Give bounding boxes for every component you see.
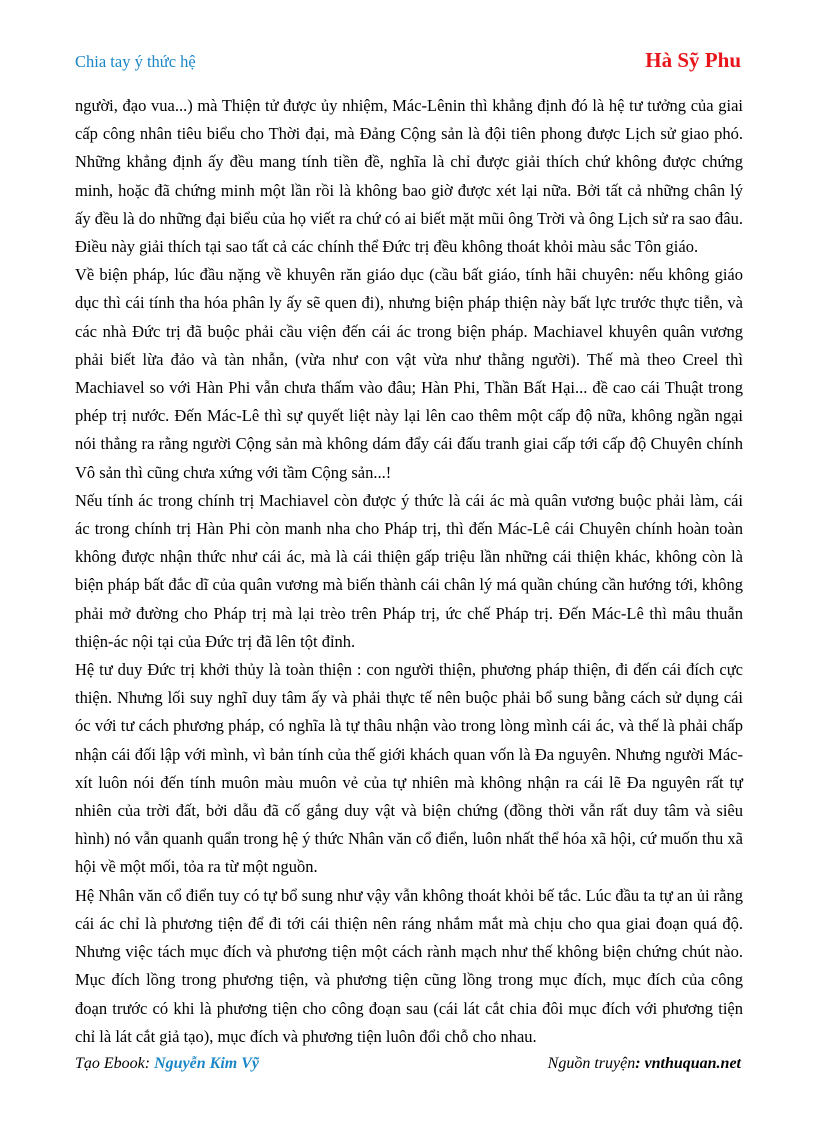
book-title: Chia tay ý thức hệ [75, 52, 196, 71]
body-paragraph: Hệ Nhân văn cổ điển tuy có tự bổ sung như vậy vẫn không thoát khỏi bế tắc. Lúc đầu ta tự an ủi rằng cái ác chỉ là phương tiện để đi tới cái thiện nên ráng nhắm mắt mà chịu cho qua giai đoạn quá độ. Nhưng việc tách mục đích và phương tiện một cách rành mạch như thế không biện chứng chút nào. Mục đích lồng trong phương tiện, và phương tiện cũng lồng trong mục đích, mục đích của công đoạn trước có khi là phương tiện cho công đoạn sau (cái lát cắt chia đôi mục đích với phương tiện chỉ là lát cắt giả tạo), mục đích và phương tiện luôn đổi chỗ cho nhau. [75, 885, 743, 1046]
ebook-label: Tạo Ebook [75, 1055, 145, 1072]
author-name: Hà Sỹ Phu [645, 48, 741, 72]
body-paragraph: Về biện pháp, lúc đầu nặng về khuyên răn giáo dục (cầu bất giáo, tính hãi chuyên: nếu không giáo dục thì cái tính tha hóa phân ly ấy sẽ quen đi), nhưng biện pháp thiện này bất lực trước thực tiễn, và các nhà Đức trị đã buộc phải cầu viện đến cái ác trong biện pháp. Machiavel khuyên quân vương phải biết lừa đảo và tàn nhẫn, (vừa như con vật vừa như thằng người). Thế mà theo Creel thì Machiavel so với Hàn Phi vẫn chưa thấm vào đâu; Hàn Phi, Thần Bất Hại... đề cao cái Thuật trong phép trị nước. Đến Mác-Lê thì sự quyết liệt này lại lên cao thêm một cấp độ nữa, không ngần ngại nói thẳng ra rằng người Cộng sản mà không dám đẩy cái đấu tranh giai cấp tới cấp độ Chuyên chính Vô sản thì cũng chưa xứng với tầm Cộng sản...! [75, 265, 743, 482]
source-separator: : [635, 1055, 645, 1072]
source-credit [548, 1055, 741, 1073]
ebook-separator: : [144, 1055, 155, 1072]
source-site: vnthuquan.net [644, 1055, 741, 1072]
ebook-credit [75, 1055, 259, 1073]
body-paragraph: Hệ tư duy Đức trị khởi thủy là toàn thiện : con người thiện, phương pháp thiện, đi đến cái đích cực thiện. Nhưng lối suy nghĩ duy tâm ấy và phải thực tế nên buộc phải bổ sung bằng cách sử dụng cái óc với tư cách phương pháp, có nghĩa là tự thâu nhận vào trong lòng mình cái ác, và thế là phải chấp nhận cái đối lập với mình, vì bản tính của thế giới khách quan vốn là Đa nguyên. Nhưng người Mác-xít luôn nói đến tính muôn màu muôn vẻ của tự nhiên mà không nhận ra cái lẽ Đa nguyên rất tự nhiên của trời đất, bởi dẫu đã cố gắng duy vật và biện chứng (đồng thời vẫn rất duy tâm và siêu hình) nó vẫn quanh quẩn trong hệ ý thức Nhân văn cổ điển, luôn nhất thể hóa xã hội, cứ muốn thu xã hội về một mối, tỏa ra từ một nguồn. [75, 660, 743, 877]
body-paragraph: người, đạo vua...) mà Thiện tử được ủy nhiệm, Mác-Lênin thì khẳng định đó là hệ tư tưởng của giai cấp công nhân tiêu biểu cho Thời đại, mà Đảng Cộng sản là đội tiên phong được Lịch sử giao phó. Những khẳng định ấy đều mang tính tiền đề, nghĩa là chỉ được giải thích chứ không được chứng minh, hoặc đã chứng minh một lần rồi là không bao giờ được xét lại nữa. Bởi tất cả những chân lý ấy đều là do những đại biểu của họ viết ra chứ có ai biết mặt mũi ông Trời và ông Lịch sử ra sao đâu. Điều này giải thích tại sao tất cả các chính thể Đức trị đều không thoát khỏi màu sắc Tôn giáo. [75, 96, 743, 257]
body-paragraph: Nếu tính ác trong chính trị Machiavel còn được ý thức là cái ác mà quân vương buộc phải làm, cái ác trong chính trị Hàn Phi còn manh nha cho Pháp trị, thì đến Mác-Lê cái Chuyên chính hoàn toàn không được nhận thức như cái ác, mà là cái thiện gấp triệu lần những cái thiện khác, không còn là biện pháp bất đắc dĩ của quân vương mà biến thành cái chân lý má quần chúng cần hướng tới, không phải mở đường cho Pháp trị mà lại trèo trên Pháp trị, ức chế Pháp trị. Đến Mác-Lê thì mâu thuẫn thiện-ác nội tại của Đức trị đã lên tột đỉnh. [75, 490, 743, 651]
page-footer [75, 1055, 741, 1079]
ebook-creator: Nguyễn Kim Vỹ [154, 1055, 259, 1072]
source-label: Nguồn truyện [547, 1055, 636, 1072]
page-header [75, 48, 741, 76]
page-body [75, 92, 743, 1051]
